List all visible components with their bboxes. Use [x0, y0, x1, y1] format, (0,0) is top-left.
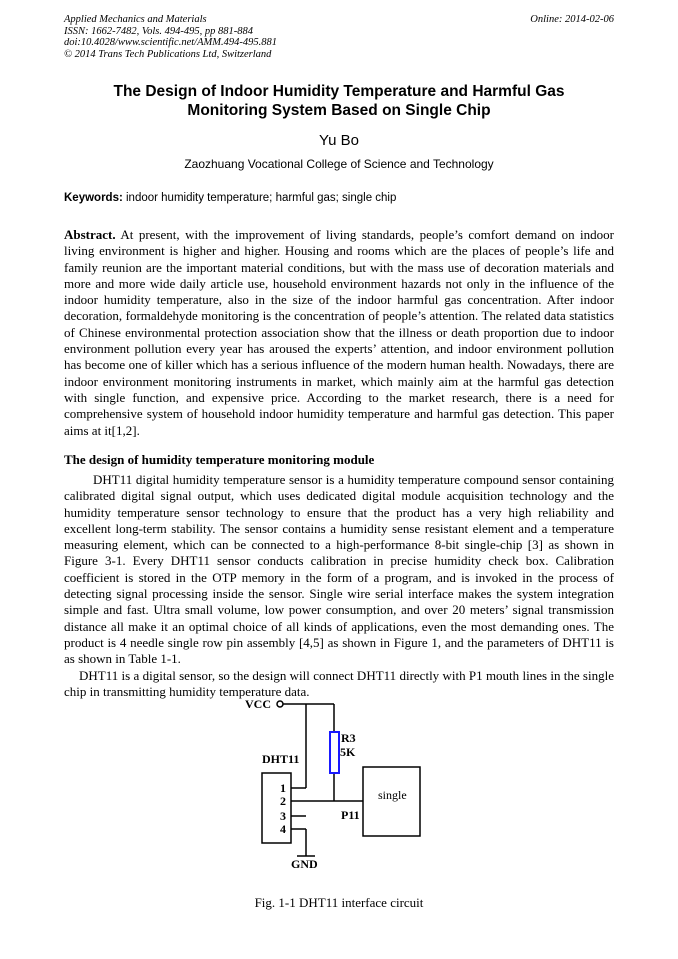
resistor-icon	[330, 732, 339, 773]
author: Yu Bo	[318, 132, 360, 149]
port-label: P11	[341, 808, 360, 822]
affiliation: Zaozhuang Vocational College of Science and Technology	[184, 157, 494, 171]
gnd-label: GND	[291, 857, 318, 871]
keywords-text: indoor humidity temperature; harmful gas; single chip	[122, 192, 397, 204]
pin-label: 3	[280, 809, 286, 823]
body-paragraph: DHT11 is a digital sensor, so the design will connect DHT11 directly with P1 mouth lines in the single chip in transmitting humidity temperature data.	[64, 667, 614, 699]
mcu-label: single	[378, 788, 407, 802]
section-heading: The design of humidity temperature monitoring module	[64, 452, 375, 467]
pin-label: 2	[280, 794, 286, 808]
abstract-text: At present, with the improvement of living standards, people’s comfort demand on indoor living environment is higher and higher. Housing and rooms which are the places of people’s life and family reunion are the important material conditions, but with the mass use of decoration materials and more and more wide daily article use, household environment hazards not only in the influence of the indoor humidity temperature, also in the size of the indoor harmful gas concentration. After indoor decoration, formaldehyde monitoring is the concentration of people’s attention. The related data statistics of Chinese environmental protection association show that the illness or death proportion due to indoor environment pollution every year has aroused the experts’ attention, and indoor environment pollution has become one of killer which has a serious influence of the modern human health. Nowadays, there are indoor environment monitoring instruments in market, which mainly aim at the harmful gas detection with single function, and expensive price. According to the market research, there is a need for comprehensive system of household indoor humidity temperature and harmful gas detection. This paper aims at it[1,2].	[64, 227, 614, 438]
pin-label: 1	[280, 781, 286, 795]
title-line: The Design of Indoor Humidity Temperature and Harmful Gas	[113, 83, 565, 100]
body-paragraph: DHT11 digital humidity temperature sensor is a humidity temperature compound sensor containing calibrated digital signal output, which uses dedicated digital module acquisition technology and the humidity temperature sensor technology to ensure that the product has a very high reliability and excellent long-term stability. The sensor contains a humidity sense resistant element and a temperature measuring element, which can be connected to a high-performance 8-bit single-chip [3] as shown in Figure 3-1. Every DHT11 sensor conducts calibration in precise humidity check box. Calibration coefficient is stored in the OTP memory in the form of a program, and is invoked in the process of detecting signal processing inside the sensor. Single wire serial interface makes the system integration simple and fast. Ultra small volume, low power consumption, and over 20 meters’ signal transmission distance all make it an optimal choice of all kinds of applications, even the most demanding ones. The product is 4 needle single row pin assembly [4,5] as shown in Figure 1, and the parameters of DHT11 is as shown in Table 1-1.	[64, 472, 614, 667]
copyright: © 2014 Trans Tech Publications Ltd, Switzerland	[64, 48, 272, 60]
figure-caption: Fig. 1-1 DHT11 interface circuit	[254, 895, 424, 910]
doi: doi:10.4028/www.scientific.net/AMM.494-495.881	[64, 37, 277, 48]
pin-label: 4	[280, 822, 286, 836]
keywords-label: Keywords:	[64, 192, 123, 204]
journal-name: Applied Mechanics and Materials	[64, 14, 207, 25]
issn: ISSN: 1662-7482, Vols. 494-495, pp 881-884	[64, 25, 253, 37]
vcc-label: VCC	[245, 697, 271, 711]
chip-label: DHT11	[262, 752, 300, 766]
online-date: Online: 2014-02-06	[530, 14, 614, 25]
resistor-value: 5K	[340, 745, 356, 759]
dht11-box	[262, 773, 291, 843]
title-line: Monitoring System Based on Single Chip	[187, 102, 491, 119]
resistor-name: R3	[341, 731, 356, 745]
vcc-terminal-icon	[277, 701, 283, 707]
abstract-label: Abstract.	[64, 227, 116, 242]
